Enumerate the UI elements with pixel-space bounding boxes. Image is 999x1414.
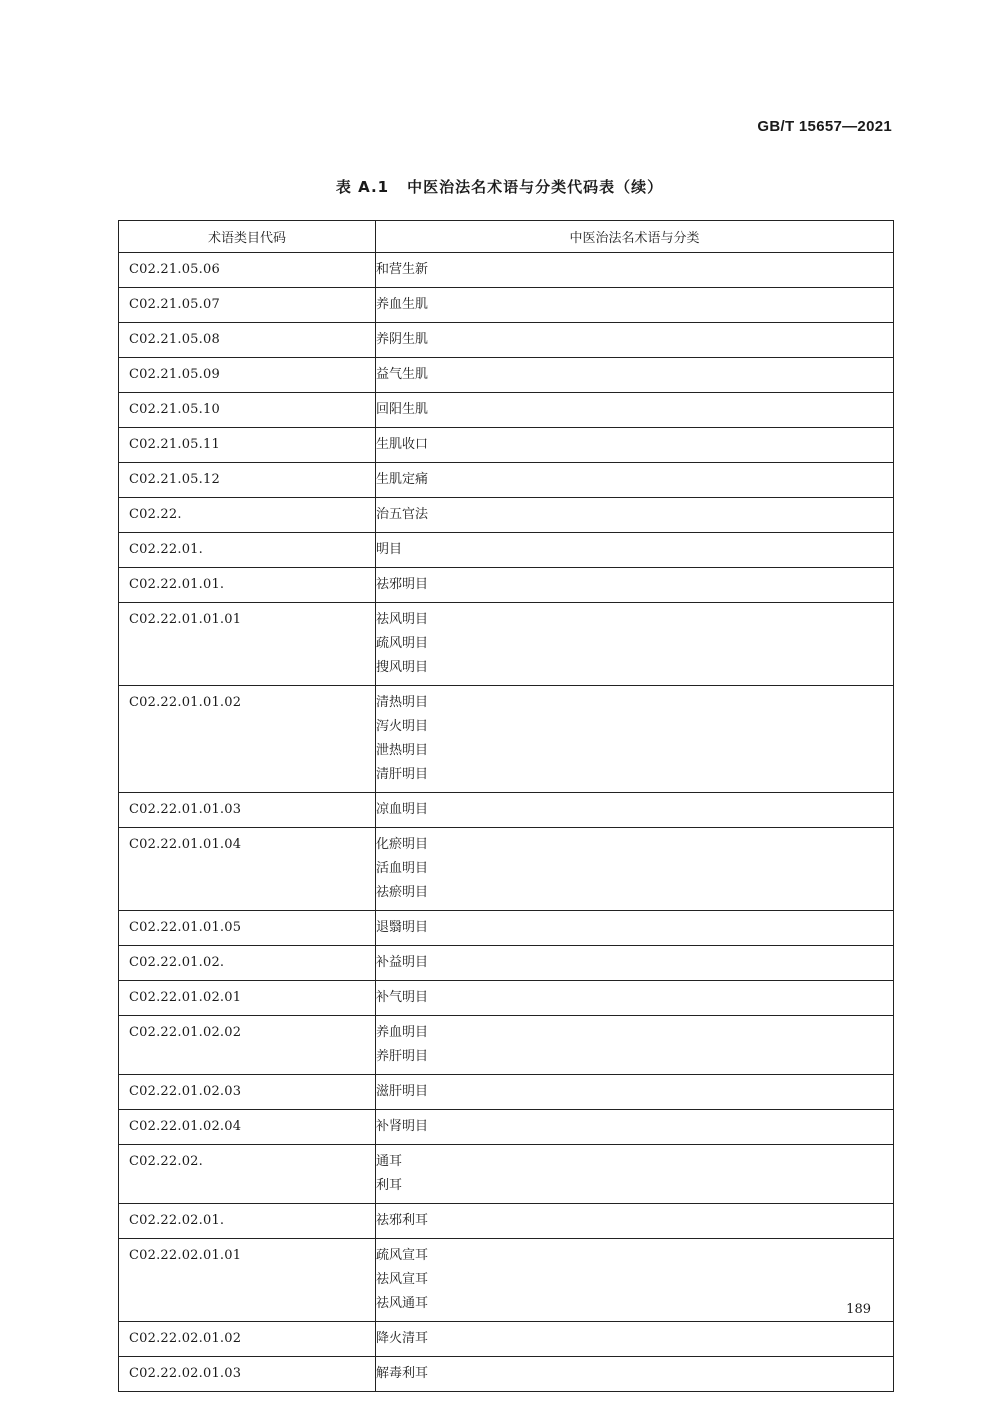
column-header-code: 术语类目代码 — [119, 221, 376, 253]
term-name: 祛风宣耳 — [376, 1272, 429, 1287]
table-row — [119, 911, 894, 946]
category-code-cell: C02.22.02. — [119, 1145, 376, 1204]
term-name: 清肝明目 — [376, 767, 429, 782]
term-cell — [376, 393, 894, 428]
table-row — [119, 686, 894, 793]
table-row — [119, 946, 894, 981]
term-cell — [376, 253, 894, 288]
term-cell — [376, 1110, 894, 1145]
table-row — [119, 828, 894, 911]
table-row — [119, 1145, 894, 1204]
term-cell — [376, 1145, 894, 1204]
term-cell — [376, 828, 894, 911]
category-code-cell: C02.22.01. — [119, 533, 376, 568]
category-code-cell: C02.22.01.01. — [119, 568, 376, 603]
term-name: 养肝明目 — [376, 1049, 429, 1064]
category-code-cell: C02.22. — [119, 498, 376, 533]
category-code-cell: C02.22.02.01.01 — [119, 1239, 376, 1322]
category-code-cell: C02.21.05.08 — [119, 323, 376, 358]
term-cell — [376, 1204, 894, 1239]
category-code-cell: C02.22.02.01. — [119, 1204, 376, 1239]
term-cell — [376, 1016, 894, 1075]
column-header-term: 中医治法名术语与分类 — [376, 221, 894, 253]
term-cell — [376, 1357, 894, 1392]
term-name: 益气生肌 — [376, 367, 429, 382]
category-code-cell: C02.22.01.01.05 — [119, 911, 376, 946]
term-name: 化瘀明目 — [376, 837, 429, 852]
term-name: 退翳明目 — [376, 920, 429, 935]
table-row — [119, 1322, 894, 1357]
term-name: 利耳 — [376, 1178, 403, 1193]
category-code-cell: C02.22.01.02.02 — [119, 1016, 376, 1075]
table-row — [119, 323, 894, 358]
term-name: 生肌收口 — [376, 437, 429, 452]
table-title — [0, 176, 999, 197]
category-code-cell: C02.22.01.01.03 — [119, 793, 376, 828]
term-cell — [376, 463, 894, 498]
term-name: 滋肝明目 — [376, 1084, 429, 1099]
term-name: 疏风宣耳 — [376, 1248, 429, 1263]
term-name: 祛邪明目 — [376, 577, 429, 592]
term-name: 明目 — [376, 542, 403, 557]
category-code-cell: C02.21.05.09 — [119, 358, 376, 393]
category-code-cell: C02.22.01.02.04 — [119, 1110, 376, 1145]
table-row — [119, 393, 894, 428]
term-cell — [376, 793, 894, 828]
term-cell — [376, 603, 894, 686]
term-cell — [376, 498, 894, 533]
table-number: 表 A.1 — [335, 178, 390, 196]
table-header-row — [119, 221, 894, 253]
terminology-table — [118, 220, 894, 1392]
term-name: 通耳 — [376, 1154, 403, 1169]
term-cell — [376, 533, 894, 568]
term-cell — [376, 946, 894, 981]
term-name: 泻火明目 — [376, 719, 429, 734]
term-name: 生肌定痛 — [376, 472, 429, 487]
table-row — [119, 603, 894, 686]
term-name: 补气明目 — [376, 990, 429, 1005]
table-row — [119, 793, 894, 828]
page-number: 189 — [846, 1302, 871, 1317]
table-row — [119, 981, 894, 1016]
term-name: 补肾明目 — [376, 1119, 429, 1134]
category-code-cell: C02.22.01.02.03 — [119, 1075, 376, 1110]
table-caption: 中医治法名术语与分类代码表（续） — [407, 178, 664, 196]
term-cell — [376, 568, 894, 603]
table-row — [119, 1357, 894, 1392]
category-code-cell: C02.21.05.12 — [119, 463, 376, 498]
table-row — [119, 498, 894, 533]
term-name: 养血明目 — [376, 1025, 429, 1040]
term-cell — [376, 1239, 894, 1322]
term-name: 祛风通耳 — [376, 1296, 429, 1311]
term-name: 回阳生肌 — [376, 402, 429, 417]
term-name: 活血明目 — [376, 861, 429, 876]
category-code-cell: C02.21.05.07 — [119, 288, 376, 323]
table-row — [119, 533, 894, 568]
table-row — [119, 253, 894, 288]
term-cell — [376, 323, 894, 358]
term-name: 清热明目 — [376, 695, 429, 710]
term-name: 祛瘀明目 — [376, 885, 429, 900]
table-row — [119, 463, 894, 498]
term-name: 凉血明目 — [376, 802, 429, 817]
table-row — [119, 428, 894, 463]
term-name: 搜风明目 — [376, 660, 429, 675]
term-cell — [376, 358, 894, 393]
term-name: 降火清耳 — [376, 1331, 429, 1346]
category-code-cell: C02.21.05.11 — [119, 428, 376, 463]
category-code-cell: C02.22.01.01.02 — [119, 686, 376, 793]
term-cell — [376, 686, 894, 793]
category-code-cell: C02.22.01.01.04 — [119, 828, 376, 911]
category-code-cell: C02.21.05.10 — [119, 393, 376, 428]
category-code-cell: C02.22.02.01.03 — [119, 1357, 376, 1392]
table-row — [119, 288, 894, 323]
category-code-cell: C02.22.02.01.02 — [119, 1322, 376, 1357]
term-name: 疏风明目 — [376, 636, 429, 651]
table-row — [119, 1016, 894, 1075]
table-row — [119, 358, 894, 393]
document-code: GB/T 15657—2021 — [757, 118, 892, 135]
table-row — [119, 1204, 894, 1239]
term-name: 泄热明目 — [376, 743, 429, 758]
table-row — [119, 1110, 894, 1145]
term-cell — [376, 911, 894, 946]
term-name: 补益明目 — [376, 955, 429, 970]
table-row — [119, 1075, 894, 1110]
term-cell — [376, 1322, 894, 1357]
term-name: 祛邪利耳 — [376, 1213, 429, 1228]
term-cell — [376, 428, 894, 463]
category-code-cell: C02.21.05.06 — [119, 253, 376, 288]
category-code-cell: C02.22.01.02. — [119, 946, 376, 981]
table-body — [119, 253, 894, 1392]
table-row — [119, 568, 894, 603]
category-code-cell: C02.22.01.02.01 — [119, 981, 376, 1016]
term-name: 解毒利耳 — [376, 1366, 429, 1381]
table-row — [119, 1239, 894, 1322]
term-name: 祛风明目 — [376, 612, 429, 627]
term-name: 和营生新 — [376, 262, 429, 277]
category-code-cell: C02.22.01.01.01 — [119, 603, 376, 686]
term-name: 养阴生肌 — [376, 332, 429, 347]
term-name: 养血生肌 — [376, 297, 429, 312]
term-name: 治五官法 — [376, 507, 429, 522]
term-cell — [376, 1075, 894, 1110]
term-cell — [376, 288, 894, 323]
term-cell — [376, 981, 894, 1016]
